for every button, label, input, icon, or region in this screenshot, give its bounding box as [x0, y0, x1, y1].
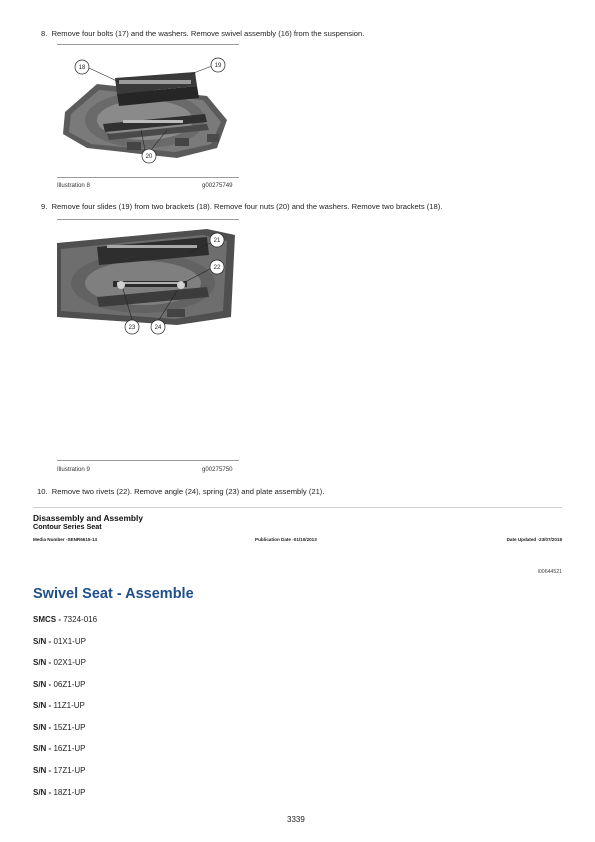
spec-label: SMCS -	[33, 615, 61, 624]
illustration-9-code: g00275750	[202, 466, 233, 473]
illustration-8-label: Illustration 8	[57, 182, 90, 189]
callout-21: 21	[213, 238, 221, 244]
document-id: i00644521	[537, 569, 562, 575]
spec-row-smcs	[33, 615, 97, 624]
callout-24: 24	[154, 325, 162, 331]
spec-value: 11Z1-UP	[53, 701, 85, 710]
spec-value: 01X1-UP	[53, 637, 86, 646]
spec-row-sn	[33, 637, 86, 646]
illustration-caption-rule	[57, 460, 239, 461]
section-divider	[33, 507, 562, 508]
step-number: 9.	[41, 202, 48, 211]
spec-value: 06Z1-UP	[53, 680, 86, 689]
step-text: Remove four bolts (17) and the washers. Remove swivel assembly (16) from the suspension.	[51, 29, 365, 38]
manual-subtitle: Contour Series Seat	[33, 522, 102, 531]
section-title: Swivel Seat - Assemble	[33, 586, 194, 602]
spec-row-sn	[33, 788, 85, 797]
publication-date: Publication Date -01/10/2013	[255, 537, 317, 542]
spec-label: S/N -	[33, 658, 52, 667]
step-9	[41, 202, 442, 211]
callout-23: 23	[128, 325, 136, 331]
callout-18: 18	[78, 65, 86, 71]
callout-22: 22	[213, 265, 221, 271]
spec-row-sn	[33, 701, 85, 710]
spec-row-sn	[33, 680, 85, 689]
spec-value: 18Z1-UP	[53, 788, 86, 797]
spec-row-sn	[33, 658, 86, 667]
step-8	[41, 29, 364, 38]
spec-value: 02X1-UP	[53, 658, 86, 667]
spec-label: S/N -	[33, 723, 52, 732]
page-number: 3339	[287, 815, 305, 824]
spec-label: S/N -	[33, 701, 52, 710]
illustration-8-code: g00275749	[202, 182, 233, 189]
spec-label: S/N -	[33, 788, 52, 797]
illustration-caption-rule	[57, 177, 239, 178]
spec-value: 15Z1-UP	[53, 723, 86, 732]
illustration-9-image	[57, 225, 239, 341]
spec-label: S/N -	[33, 744, 52, 753]
illustration-9-label: Illustration 9	[57, 466, 90, 473]
step-text: Remove four slides (19) from two brackets (18). Remove four nuts (20) and the washers. Remove two brackets (18).	[51, 202, 443, 211]
spec-label: S/N -	[33, 637, 52, 646]
step-number: 8.	[41, 29, 48, 38]
date-updated: Date Updated -23/07/2018	[506, 537, 562, 542]
step-text: Remove two rivets (22). Remove angle (24), spring (23) and plate assembly (21).	[51, 487, 325, 496]
spec-row-sn	[33, 766, 85, 775]
illustration-top-rule	[57, 219, 239, 220]
spec-label: S/N -	[33, 680, 52, 689]
spec-value: 7324-016	[63, 615, 98, 624]
step-number: 10.	[37, 487, 48, 496]
media-number: Media Number -SENR6615-13	[33, 537, 98, 542]
illustration-8-image	[57, 50, 239, 172]
illustration-top-rule	[57, 44, 239, 45]
spec-value: 16Z1-UP	[53, 744, 86, 753]
callout-20: 20	[145, 154, 153, 160]
callout-19: 19	[214, 63, 222, 69]
manual-title: Disassembly and Assembly	[33, 513, 144, 523]
step-10	[37, 487, 324, 496]
spec-label: S/N -	[33, 766, 52, 775]
spec-value: 17Z1-UP	[53, 766, 86, 775]
spec-row-sn	[33, 744, 85, 753]
spec-row-sn	[33, 723, 85, 732]
